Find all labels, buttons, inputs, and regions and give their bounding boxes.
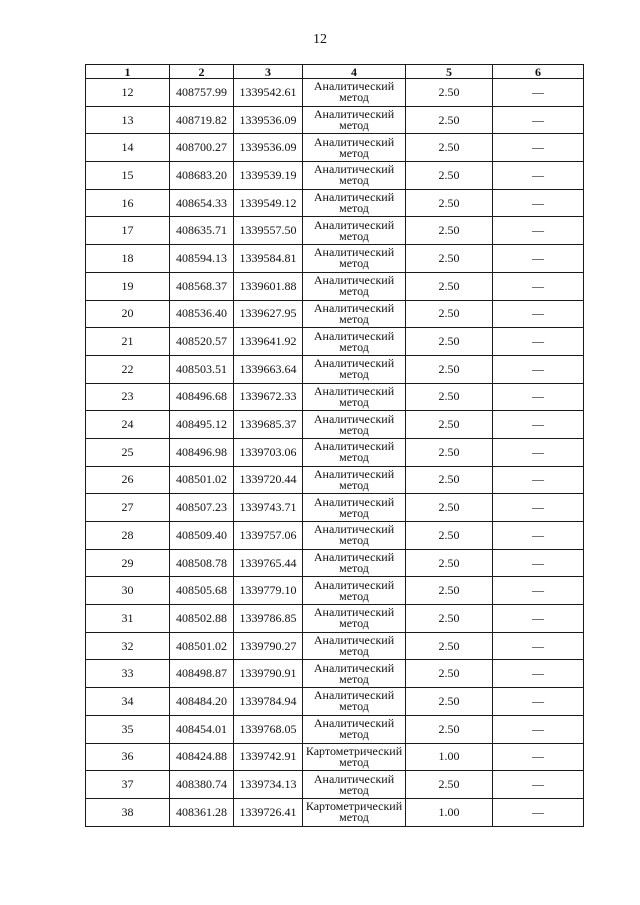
table-row (86, 632, 584, 660)
accuracy-cell: 2.50 (406, 605, 493, 633)
point-number-cell: 13 (86, 106, 170, 134)
accuracy-cell: 2.50 (406, 106, 493, 134)
x-coordinate-cell: 408568.37 (170, 272, 234, 300)
note-cell: — (493, 355, 584, 383)
method-name: Аналитический (313, 79, 395, 94)
x-coordinate-cell: 408503.51 (170, 355, 234, 383)
x-coordinate-cell: 408501.02 (170, 632, 234, 660)
header-row (86, 65, 584, 79)
x-coordinate-cell: 408757.99 (170, 79, 234, 107)
point-number-cell: 20 (86, 300, 170, 328)
method-cell (303, 245, 406, 273)
point-number-cell: 17 (86, 217, 170, 245)
method-word: метод (339, 671, 369, 686)
x-coordinate-cell: 408424.88 (170, 743, 234, 771)
accuracy-cell: 2.50 (406, 411, 493, 439)
table-row (86, 355, 584, 383)
y-coordinate-cell: 1339536.09 (234, 134, 303, 162)
point-number-cell: 38 (86, 798, 170, 826)
note-cell: — (493, 743, 584, 771)
x-coordinate-cell: 408536.40 (170, 300, 234, 328)
table-row (86, 79, 584, 107)
method-name: Аналитический (313, 107, 395, 122)
accuracy-cell: 2.50 (406, 632, 493, 660)
method-cell (303, 494, 406, 522)
x-coordinate-cell: 408361.28 (170, 798, 234, 826)
table-row (86, 494, 584, 522)
method-word: метод (339, 173, 369, 188)
point-number-cell: 34 (86, 688, 170, 716)
accuracy-cell: 2.50 (406, 300, 493, 328)
note-cell: — (493, 771, 584, 799)
method-cell (303, 549, 406, 577)
note-cell: — (493, 438, 584, 466)
method-cell (303, 771, 406, 799)
method-word: метод (339, 367, 369, 382)
method-cell (303, 577, 406, 605)
method-name: Аналитический (313, 134, 395, 149)
column-header: 2 (170, 65, 234, 79)
accuracy-cell: 2.50 (406, 162, 493, 190)
coordinates-table (85, 64, 584, 827)
method-cell (303, 605, 406, 633)
y-coordinate-cell: 1339627.95 (234, 300, 303, 328)
table-row (86, 466, 584, 494)
note-cell: — (493, 383, 584, 411)
table-row (86, 771, 584, 799)
method-name: Аналитический (313, 439, 395, 454)
y-coordinate-cell: 1339742.91 (234, 743, 303, 771)
method-cell (303, 438, 406, 466)
accuracy-cell: 2.50 (406, 217, 493, 245)
table-row (86, 272, 584, 300)
method-name: Аналитический (313, 190, 395, 205)
note-cell: — (493, 162, 584, 190)
method-word: метод (339, 339, 369, 354)
y-coordinate-cell: 1339720.44 (234, 466, 303, 494)
y-coordinate-cell: 1339726.41 (234, 798, 303, 826)
point-number-cell: 23 (86, 383, 170, 411)
method-name: Аналитический (313, 356, 395, 371)
point-number-cell: 14 (86, 134, 170, 162)
method-cell (303, 466, 406, 494)
y-coordinate-cell: 1339790.91 (234, 660, 303, 688)
point-number-cell: 33 (86, 660, 170, 688)
x-coordinate-cell: 408496.68 (170, 383, 234, 411)
x-coordinate-cell: 408507.23 (170, 494, 234, 522)
method-cell (303, 383, 406, 411)
note-cell: — (493, 106, 584, 134)
method-cell (303, 79, 406, 107)
method-word: метод (339, 284, 369, 299)
method-cell (303, 272, 406, 300)
column-header: 4 (303, 65, 406, 79)
y-coordinate-cell: 1339641.92 (234, 328, 303, 356)
accuracy-cell: 2.50 (406, 438, 493, 466)
method-cell (303, 162, 406, 190)
method-name: Аналитический (313, 633, 395, 648)
method-cell (303, 660, 406, 688)
method-name: Аналитический (313, 411, 395, 426)
method-name: Аналитический (313, 522, 395, 537)
point-number-cell: 16 (86, 189, 170, 217)
y-coordinate-cell: 1339768.05 (234, 715, 303, 743)
y-coordinate-cell: 1339703.06 (234, 438, 303, 466)
method-name: Аналитический (313, 688, 395, 703)
note-cell: — (493, 549, 584, 577)
method-word: метод (339, 644, 369, 659)
note-cell: — (493, 798, 584, 826)
point-number-cell: 32 (86, 632, 170, 660)
point-number-cell: 29 (86, 549, 170, 577)
note-cell: — (493, 660, 584, 688)
table-row (86, 411, 584, 439)
table-row (86, 715, 584, 743)
page-number: 12 (313, 32, 327, 47)
table-row (86, 162, 584, 190)
x-coordinate-cell: 408505.68 (170, 577, 234, 605)
column-header: 5 (406, 65, 493, 79)
method-word: метод (339, 727, 369, 742)
y-coordinate-cell: 1339672.33 (234, 383, 303, 411)
accuracy-cell: 2.50 (406, 245, 493, 273)
table-row (86, 577, 584, 605)
table-row (86, 688, 584, 716)
y-coordinate-cell: 1339539.19 (234, 162, 303, 190)
x-coordinate-cell: 408700.27 (170, 134, 234, 162)
point-number-cell: 27 (86, 494, 170, 522)
point-number-cell: 24 (86, 411, 170, 439)
accuracy-cell: 1.00 (406, 798, 493, 826)
point-number-cell: 28 (86, 522, 170, 550)
note-cell: — (493, 688, 584, 716)
method-word: метод (339, 256, 369, 271)
accuracy-cell: 1.00 (406, 743, 493, 771)
table-row (86, 106, 584, 134)
method-name: Аналитический (313, 494, 395, 509)
accuracy-cell: 2.50 (406, 494, 493, 522)
column-header: 1 (86, 65, 170, 79)
x-coordinate-cell: 408495.12 (170, 411, 234, 439)
method-cell (303, 632, 406, 660)
table-row (86, 300, 584, 328)
accuracy-cell: 2.50 (406, 771, 493, 799)
method-word: метод (339, 201, 369, 216)
accuracy-cell: 2.50 (406, 328, 493, 356)
method-cell (303, 798, 406, 826)
note-cell: — (493, 411, 584, 439)
point-number-cell: 22 (86, 355, 170, 383)
x-coordinate-cell: 408508.78 (170, 549, 234, 577)
note-cell: — (493, 134, 584, 162)
column-header: 3 (234, 65, 303, 79)
table-row (86, 660, 584, 688)
point-number-cell: 37 (86, 771, 170, 799)
accuracy-cell: 2.50 (406, 549, 493, 577)
table-row (86, 549, 584, 577)
accuracy-cell: 2.50 (406, 272, 493, 300)
note-cell: — (493, 217, 584, 245)
method-cell (303, 411, 406, 439)
point-number-cell: 18 (86, 245, 170, 273)
method-cell (303, 106, 406, 134)
method-name: Аналитический (313, 716, 395, 731)
method-cell (303, 300, 406, 328)
table-row (86, 798, 584, 826)
method-name: Картометрический (305, 799, 403, 814)
x-coordinate-cell: 408502.88 (170, 605, 234, 633)
y-coordinate-cell: 1339784.94 (234, 688, 303, 716)
table-row (86, 743, 584, 771)
method-word: метод (339, 754, 369, 769)
table-row (86, 217, 584, 245)
table-row (86, 134, 584, 162)
x-coordinate-cell: 408635.71 (170, 217, 234, 245)
method-word: метод (339, 311, 369, 326)
method-word: метод (339, 422, 369, 437)
method-cell (303, 217, 406, 245)
note-cell: — (493, 466, 584, 494)
accuracy-cell: 2.50 (406, 466, 493, 494)
method-name: Аналитический (313, 328, 395, 343)
y-coordinate-cell: 1339743.71 (234, 494, 303, 522)
accuracy-cell: 2.50 (406, 134, 493, 162)
method-cell (303, 522, 406, 550)
accuracy-cell: 2.50 (406, 688, 493, 716)
x-coordinate-cell: 408454.01 (170, 715, 234, 743)
method-word: метод (339, 533, 369, 548)
method-word: метод (339, 145, 369, 160)
method-word: метод (339, 90, 369, 105)
method-name: Аналитический (313, 660, 395, 675)
method-word: метод (339, 228, 369, 243)
note-cell: — (493, 605, 584, 633)
accuracy-cell: 2.50 (406, 355, 493, 383)
point-number-cell: 15 (86, 162, 170, 190)
x-coordinate-cell: 408654.33 (170, 189, 234, 217)
accuracy-cell: 2.50 (406, 577, 493, 605)
y-coordinate-cell: 1339757.06 (234, 522, 303, 550)
method-cell (303, 715, 406, 743)
x-coordinate-cell: 408380.74 (170, 771, 234, 799)
table-row (86, 189, 584, 217)
point-number-cell: 12 (86, 79, 170, 107)
point-number-cell: 26 (86, 466, 170, 494)
method-cell (303, 355, 406, 383)
table-row (86, 522, 584, 550)
table-row (86, 328, 584, 356)
note-cell: — (493, 272, 584, 300)
method-name: Аналитический (313, 217, 395, 232)
point-number-cell: 31 (86, 605, 170, 633)
x-coordinate-cell: 408496.98 (170, 438, 234, 466)
method-word: метод (339, 450, 369, 465)
y-coordinate-cell: 1339779.10 (234, 577, 303, 605)
method-name: Картометрический (305, 743, 403, 758)
point-number-cell: 35 (86, 715, 170, 743)
method-name: Аналитический (313, 300, 395, 315)
note-cell: — (493, 577, 584, 605)
method-word: метод (339, 782, 369, 797)
y-coordinate-cell: 1339786.85 (234, 605, 303, 633)
x-coordinate-cell: 408498.87 (170, 660, 234, 688)
method-name: Аналитический (313, 605, 395, 620)
note-cell: — (493, 715, 584, 743)
x-coordinate-cell: 408719.82 (170, 106, 234, 134)
note-cell: — (493, 494, 584, 522)
accuracy-cell: 2.50 (406, 189, 493, 217)
method-name: Аналитический (313, 383, 395, 398)
x-coordinate-cell: 408594.13 (170, 245, 234, 273)
point-number-cell: 25 (86, 438, 170, 466)
x-coordinate-cell: 408509.40 (170, 522, 234, 550)
note-cell: — (493, 522, 584, 550)
method-name: Аналитический (313, 162, 395, 177)
note-cell: — (493, 189, 584, 217)
column-header: 6 (493, 65, 584, 79)
method-name: Аналитический (313, 550, 395, 565)
method-word: метод (339, 118, 369, 133)
method-word: метод (339, 394, 369, 409)
y-coordinate-cell: 1339790.27 (234, 632, 303, 660)
method-word: метод (339, 505, 369, 520)
note-cell: — (493, 328, 584, 356)
point-number-cell: 36 (86, 743, 170, 771)
table-row (86, 383, 584, 411)
method-name: Аналитический (313, 466, 395, 481)
table-header (86, 65, 584, 79)
note-cell: — (493, 300, 584, 328)
accuracy-cell: 2.50 (406, 79, 493, 107)
x-coordinate-cell: 408501.02 (170, 466, 234, 494)
note-cell: — (493, 245, 584, 273)
y-coordinate-cell: 1339685.37 (234, 411, 303, 439)
x-coordinate-cell: 408484.20 (170, 688, 234, 716)
method-word: метод (339, 616, 369, 631)
method-cell (303, 328, 406, 356)
y-coordinate-cell: 1339765.44 (234, 549, 303, 577)
accuracy-cell: 2.50 (406, 660, 493, 688)
x-coordinate-cell: 408520.57 (170, 328, 234, 356)
method-name: Аналитический (313, 245, 395, 260)
point-number-cell: 19 (86, 272, 170, 300)
method-name: Аналитический (313, 577, 395, 592)
y-coordinate-cell: 1339584.81 (234, 245, 303, 273)
accuracy-cell: 2.50 (406, 522, 493, 550)
note-cell: — (493, 632, 584, 660)
table-row (86, 245, 584, 273)
accuracy-cell: 2.50 (406, 715, 493, 743)
table-row (86, 438, 584, 466)
note-cell: — (493, 79, 584, 107)
y-coordinate-cell: 1339557.50 (234, 217, 303, 245)
y-coordinate-cell: 1339663.64 (234, 355, 303, 383)
method-cell (303, 688, 406, 716)
y-coordinate-cell: 1339734.13 (234, 771, 303, 799)
y-coordinate-cell: 1339536.09 (234, 106, 303, 134)
method-word: метод (339, 810, 369, 825)
method-word: метод (339, 699, 369, 714)
method-cell (303, 134, 406, 162)
x-coordinate-cell: 408683.20 (170, 162, 234, 190)
method-cell (303, 189, 406, 217)
method-cell (303, 743, 406, 771)
accuracy-cell: 2.50 (406, 383, 493, 411)
method-word: метод (339, 477, 369, 492)
table-row (86, 605, 584, 633)
point-number-cell: 30 (86, 577, 170, 605)
y-coordinate-cell: 1339542.61 (234, 79, 303, 107)
method-word: метод (339, 561, 369, 576)
y-coordinate-cell: 1339549.12 (234, 189, 303, 217)
y-coordinate-cell: 1339601.88 (234, 272, 303, 300)
point-number-cell: 21 (86, 328, 170, 356)
method-word: метод (339, 588, 369, 603)
method-name: Аналитический (313, 771, 395, 786)
method-name: Аналитический (313, 273, 395, 288)
table-body (86, 79, 584, 827)
